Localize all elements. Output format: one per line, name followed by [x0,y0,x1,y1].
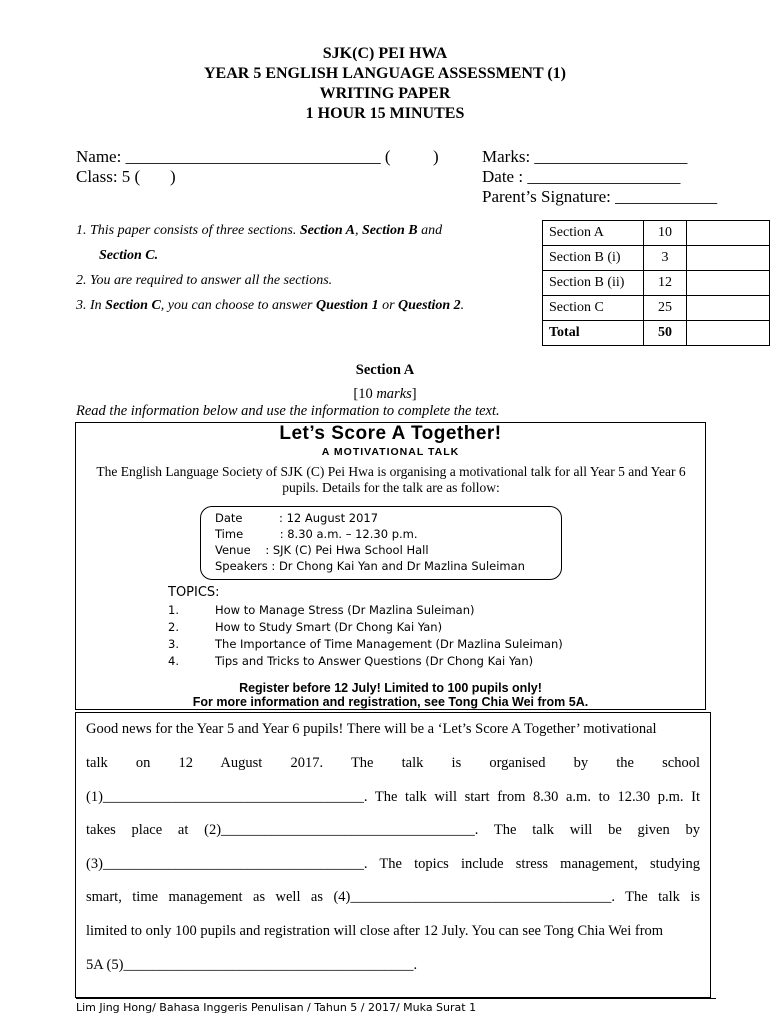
table-row: Section A 10 [543,221,770,246]
passage-line: talk on 12 August 2017. The talk is organised by the school [86,755,700,771]
instruction-2: 2. You are required to answer all the sections. [76,273,333,288]
topic-item: 1. How to Manage Stress (Dr Mazlina Suleiman) [168,603,475,617]
passage-blank-1[interactable]: (1)____________________________________. The talk will start from 8.30 a.m. to 12.30 p.m. It [86,789,700,805]
notice-intro: The English Language Society of SJK (C) Pei Hwa is organising a motivational talk for all Year 5 and Year 6 pupils. Details for the talk are as follow: [96,464,686,495]
instructions [76,218,532,318]
topic-item: 3. The Importance of Time Management (Dr Mazlina Suleiman) [168,637,563,651]
marks-table [542,220,770,346]
detail-venue: Venue : SJK (C) Pei Hwa School Hall [215,543,429,557]
section-a-marks: [10 marks] [353,386,417,402]
topics-label: TOPICS: [168,585,220,600]
duration: 1 HOUR 15 MINUTES [305,105,465,122]
name-field[interactable]: Name: ______________________________ ( ) [76,147,439,166]
table-row: Section B (i) 3 [543,246,770,271]
marks-field[interactable]: Marks: __________________ [482,147,688,166]
signature-field[interactable]: Parent’s Signature: ____________ [482,187,718,206]
instruction-1: 1. This paper consists of three sections. Section A, Section B and [76,223,443,238]
detail-date: Date : 12 August 2017 [215,511,379,525]
page-footer: Lim Jing Hong/ Bahasa Inggeris Penulisan / Tahun 5 / 2017/ Muka Surat 1 [76,998,716,1014]
topic-item: 2. How to Study Smart (Dr Chong Kai Yan) [168,620,443,634]
instruction-1-cont: Section C. [99,248,159,263]
notice-title: Let’s Score A Together! [279,423,502,444]
detail-speakers: Speakers : Dr Chong Kai Yan and Dr Mazlina Suleiman [215,559,525,573]
table-row: Section B (ii) 12 [543,271,770,296]
table-row-total: Total 50 [543,321,770,346]
table-row: Section C 25 [543,296,770,321]
passage-line: Good news for the Year 5 and Year 6 pupils! There will be a ‘Let’s Score A Together’ motivational [86,721,657,737]
register-contact: For more information and registration, see Tong Chia Wei from 5A. [192,695,589,709]
date-field[interactable]: Date : __________________ [482,167,681,186]
instruction-3: 3. In Section C, you can choose to answer Question 1 or Question 2. [76,298,465,313]
detail-time: Time : 8.30 a.m. – 12.30 p.m. [215,527,418,541]
passage-blank-4[interactable]: smart, time management as well as (4)____________________________________. The talk is [86,889,700,905]
assessment-title: YEAR 5 ENGLISH LANGUAGE ASSESSMENT (1) [203,65,566,82]
paper-title: WRITING PAPER [319,85,451,102]
passage-blank-3[interactable]: (3)____________________________________. The topics include stress management, studying [86,856,700,872]
class-field[interactable]: Class: 5 ( ) [76,167,176,186]
section-a-instruction: Read the information below and use the information to complete the text. [76,403,500,419]
topic-item: 4. Tips and Tricks to Answer Questions (Dr Chong Kai Yan) [168,654,534,668]
passage-blank-2[interactable]: takes place at (2)___________________________________. The talk will be given by [86,822,700,838]
passage-blank-5[interactable]: 5A (5)________________________________________. [86,957,418,973]
register-note: Register before 12 July! Limited to 100 pupils only! [239,681,542,695]
notice-subtitle: A MOTIVATIONAL TALK [321,446,460,458]
section-a-title: Section A [355,362,415,378]
passage-line: limited to only 100 pupils and registration will close after 12 July. You can see Tong Chia Wei from [86,923,664,939]
school-name: SJK(C) PEI HWA [322,45,448,62]
